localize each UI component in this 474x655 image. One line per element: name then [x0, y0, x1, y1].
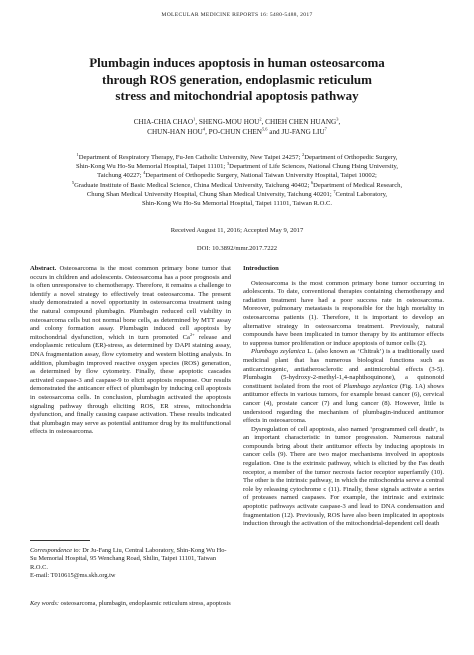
correspondence-text: Dr Ju-Fang Liu, Central Laboratory, Shin-Kong Wu Ho-Su Memorial Hospital, 95 Wenchang Road, Shilin, Taipei 11101, Taiwan R.O.C.: [30, 547, 227, 571]
intro-paragraph-3: Dysregulation of cell apoptosis, also named ‘programmed cell death’, is an important characteristic in tumor progression. Numerous natural compounds bring about their antitumor effects by inducing apoptosis in cancer cells (9). There are two major mechanisms involved in apoptosis regulation. One is the extrinsic pathway, which is elicited by the Fas death receptor, a member of the tumor necrosis factor receptor superfamily (10). The other is the intrinsic pathway, in which the mitochondria serve a central role by releasing cytochrome c (11). Finally, these signals activate a series of proteases named caspases. For example, the intrinsic and extrinsic apoptotic pathways activate caspase-3 and lead to DNA condensation and fragmentation (12). Previously, ROS have also been implicated in apoptosis induction through the activation of the mitochondrial-dependent cell death: [243, 425, 444, 528]
author-affil-marker: 2: [259, 116, 262, 122]
affil-text: Department of Respiratory Therapy, Fu-Jen Catholic University, New Taipei 24257;: [78, 154, 303, 161]
intro-paragraph-2-text-b: (Fig. 1A) shows antitumor effects in various tumors, for example breast cancer (6), cervical cancer (4), prostate cancer (7) and lung cancer (8). However, little is understood regarding the mechanism of plumbagin-induced antitumor effects in osteosarcoma.: [243, 382, 445, 425]
affil-text: Department of Orthopedic Surgery, National Taiwan University Hospital, Taipei 10002;: [145, 172, 377, 180]
author-name: CHIEH CHEN HUANG: [265, 118, 337, 126]
abstract-superscript: 2+: [189, 331, 195, 337]
author-separator: ,: [338, 118, 341, 126]
section-heading-introduction: Introduction: [243, 265, 279, 272]
author-name: SHENG-MOU HOU: [198, 118, 260, 126]
author-affil-marker: 5,6: [261, 126, 268, 132]
received-accepted-dates: Received August 11, 2016; Accepted May 9, 2017: [170, 227, 304, 234]
abstract-text-1: Osteosarcoma is the most common primary bone tumor that occurs in children and adolescents. Osteosarcoma has a poor prognosis and is often unresponsive to chemotherapy. Therefore, it remains a challenge to identify a novel strategy to effectively treat osteosarcoma. The present study demonstrated a novel opportunity in osteosarcoma treatment using the natural compound plumbagin. Plumbagin reduced cell viability in osteosarcoma cells but not normal bone cells, as determined by MTT assay and colony formation assay. Plumbagin induced cell apoptosis by mitochondrial dysfunction, which in turn promoted Ca: [30, 265, 231, 341]
correspondence: [30, 547, 231, 581]
affil-text: Department of Life Sciences, National Chung Hsing University,: [229, 163, 399, 171]
intro-paragraph-2-text-a: L. (also known as ‘Chitrak’) is a traditionally used medicinal plant that has numerous biological functions such as anticarcinogenic, antiatherosclerotic and antimicrobial effects (3-5). Plumbagin (5-hydroxy-2-methyl-1,4-naphthoquinone), a quinonoid constituent isolated from the root of: [243, 348, 445, 390]
affil-number: 4: [143, 170, 146, 176]
author-affil-marker: 7: [324, 126, 327, 132]
affil-text: Graduate Institute of Basic Medical Science, China Medical University, Taichung 40402;: [74, 181, 311, 189]
affil-number: 1: [76, 151, 79, 157]
affil-text: Shin-Kong Wu Ho-Su Memorial Hospital, Taipei 11101, Taiwan R.O.C.: [141, 200, 333, 208]
keywords-text: osteosarcoma, plumbagin, endoplasmic reticulum stress, apoptosis: [59, 600, 231, 607]
affil-text: Central Laboratory,: [335, 190, 388, 198]
affil-line: [30, 153, 444, 162]
author-list: [30, 117, 444, 137]
author-separator: ,: [205, 128, 209, 136]
title-line-2: through ROS generation, endoplasmic reticulum: [101, 71, 372, 87]
author-name: CHUN-HAN HOU: [147, 128, 203, 136]
author-affil-marker: 1: [193, 116, 196, 122]
affil-number: 2: [302, 151, 305, 157]
affil-line: [30, 162, 444, 171]
abstract-text-2: release and endoplasmic reticulum (ER)-stress, as determined by DAPI staining assay, DNA fragmentation assay, flow cytometry and western blotting analysis. In addition, plumbagin improved reactive oxygen species (ROS) generation, as determined by flow cytometry. Finally, these apoptotic cascades activated caspase-3 and caspase-9 to elicit apoptosis response. Our results demonstrated the anticancer effect of plumbagin by inducing cell apoptosis in osteosarcoma cells. In conclusion, plumbagin activated the apoptosis signaling pathway through eliciting ROS, ER stress, mitochondria dysfunction, and finally causing caspase activation. These results indicated that plumbagin may serve as potential antitumor drug by its multifunctional effects in osteosarcoma.: [30, 333, 231, 436]
author-separator: ,: [261, 118, 266, 126]
species-name: Plumbago zeylanica: [251, 348, 306, 356]
affil-text: Chung Shan Medical University Hospital, Chung Shan Medical University, Taichung 40201;: [86, 190, 334, 198]
affiliations: [30, 153, 444, 208]
affil-number: 7: [333, 188, 336, 194]
author-line-1: [30, 117, 444, 127]
title-line-1: Plumbagin induces apoptosis in human osteosarcoma: [89, 55, 385, 70]
author-name: JU-FANG LIU: [281, 128, 325, 136]
author-line-2: [30, 127, 444, 137]
author-separator: ,: [195, 118, 199, 126]
affil-number: 6: [310, 179, 314, 185]
doi-link[interactable]: DOI: 10.3892/mmr.2017.7222: [196, 245, 278, 252]
keywords: [30, 600, 231, 608]
affil-text: Shin-Kong Wu Ho-Su Memorial Hospital, Taipei 11101;: [75, 163, 227, 171]
right-column: [243, 265, 444, 529]
footnote-divider: [30, 540, 90, 541]
species-name: Plumbago zeylanica: [343, 382, 398, 390]
author-name: PO-CHUN CHEN: [208, 128, 262, 136]
author-name: CHIA-CHIA CHAO: [133, 118, 194, 126]
affil-line: [30, 171, 444, 180]
affil-text: Taichung 40227;: [97, 172, 144, 180]
left-column: [30, 265, 231, 437]
affil-text: Department of Medical Research,: [313, 181, 403, 189]
intro-paragraph-2: [243, 348, 444, 425]
title-line-3: stress and mitochondrial apoptosis pathway: [115, 88, 359, 103]
running-head: MOLECULAR MEDICINE REPORTS 16: 5480-5488, 2017: [161, 12, 313, 18]
author-and: and: [267, 128, 282, 136]
paper-title: [30, 55, 444, 105]
affil-number: 5: [71, 179, 75, 185]
affil-line: [30, 181, 444, 190]
affil-line: [30, 199, 444, 208]
correspondence-email[interactable]: E-mail: T010615@ms.skh.org.tw: [30, 572, 116, 580]
abstract-label: Abstract.: [30, 265, 57, 272]
affil-text: Department of Orthopedic Surgery,: [304, 154, 398, 161]
intro-paragraph-1: Osteosarcoma is the most common primary bone tumor occurring in adolescents. To date, conventional therapies containing chemotherapy and radiation treatment have had a poor success rate in osteosarcoma. Moreover, pulmonary metastasis is responsible for the high mortality in osteosarcoma patients (1). Therefore, it is important to develop an alternative strategy in osteosarcoma treatment. Previously, natural compounds have been implicated in tumor therapy by its antitumor effects to suppress tumor proliferation or induce apoptosis of tumor cells (2).: [243, 279, 444, 347]
affil-line: [30, 190, 444, 199]
keywords-label: Key words:: [30, 600, 60, 607]
abstract: [30, 265, 231, 437]
author-affil-marker: 4: [202, 126, 206, 132]
author-affil-marker: 3: [336, 116, 339, 122]
affil-number: 3: [226, 161, 230, 167]
correspondence-label: Correspondence to:: [30, 547, 81, 554]
